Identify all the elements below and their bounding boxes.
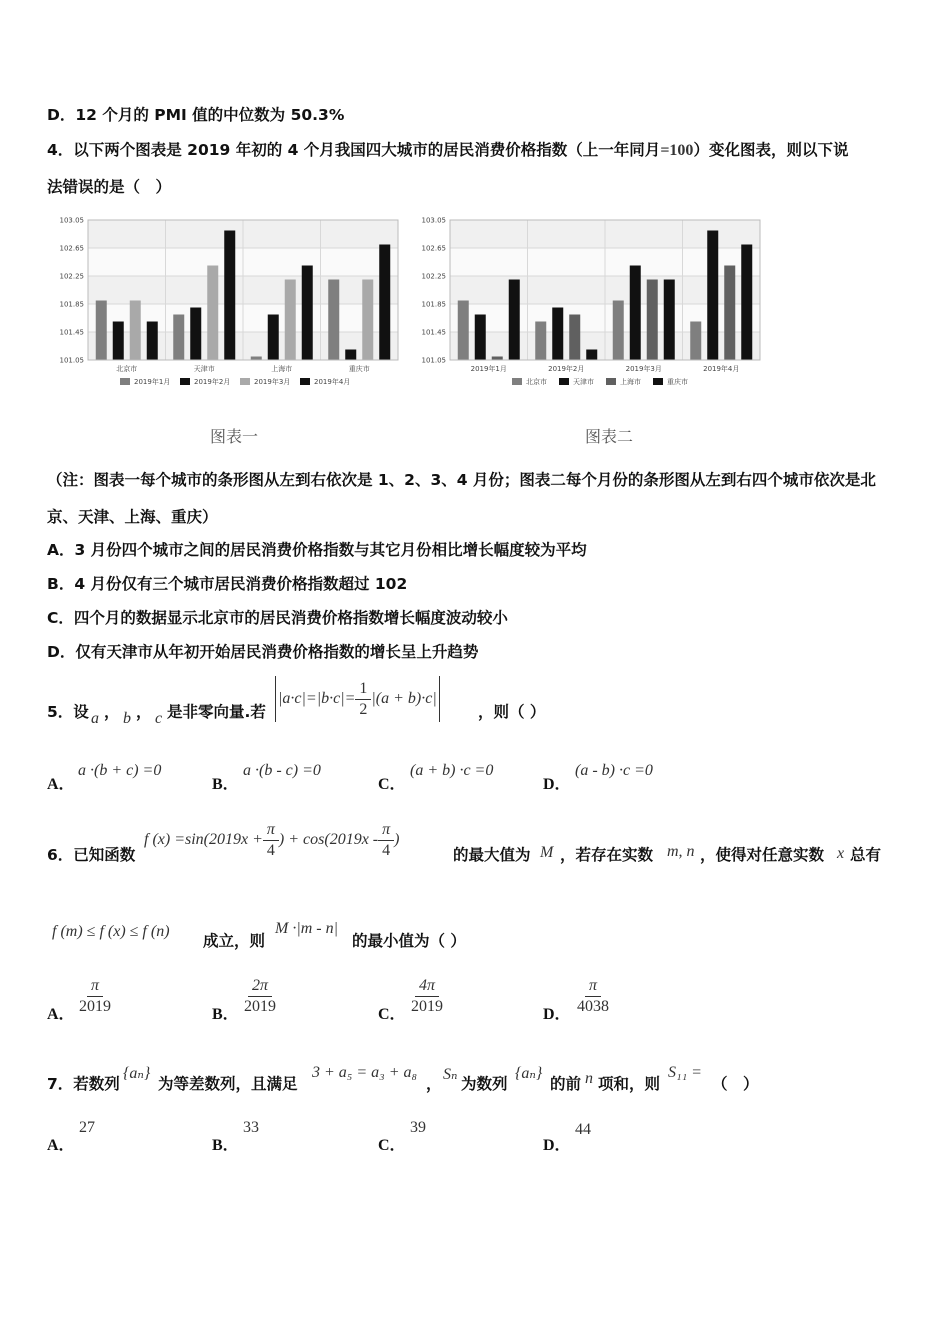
q4-stem-eq: =100	[660, 142, 694, 159]
legend-label: 2019年1月	[134, 378, 171, 386]
y-tick-label: 102.65	[59, 244, 84, 253]
bar	[535, 322, 546, 361]
legend-label: 2019年3月	[254, 378, 291, 386]
q6-d-den: 4038	[577, 998, 609, 1015]
q7-equation: 3 + a₅ = a₃ + a₈	[312, 1064, 418, 1081]
prev-option-d: D．12 个月的 PMI 值的中位数为 50.3%	[47, 106, 345, 124]
bar	[569, 315, 580, 361]
q4-option-b: B．4 月份仅有三个城市居民消费价格指数超过 102	[47, 575, 408, 593]
q6-option-d	[573, 976, 613, 1017]
q5-label-b: B．	[212, 776, 239, 793]
bar	[173, 315, 184, 361]
legend-label: 上海市	[620, 378, 641, 386]
legend-label: 重庆市	[667, 378, 688, 386]
x-tick-label: 天津市	[193, 365, 215, 373]
bar	[741, 245, 752, 361]
legend-swatch	[180, 378, 190, 385]
q6-line2-end: 的最小值为（ ）	[352, 932, 466, 950]
q6-x: x	[837, 845, 845, 862]
q5-label-d: D．	[543, 776, 571, 793]
q6-a-num: π	[87, 976, 103, 997]
bar	[345, 350, 356, 361]
legend-swatch	[512, 378, 522, 385]
bar	[492, 357, 503, 361]
q6-func-left: f (x) =sin(2019x +	[144, 831, 263, 848]
x-tick-label: 北京市	[116, 365, 138, 373]
q7-sequence: {aₙ}	[123, 1065, 151, 1082]
q5-vec-a: a	[91, 710, 99, 727]
y-tick-label: 101.45	[59, 328, 84, 337]
q6-function	[144, 818, 399, 862]
q7-label-b: B．	[212, 1137, 239, 1154]
q6-mn: m, n	[667, 843, 695, 860]
q7-option-c: 39	[410, 1119, 426, 1136]
bar	[458, 301, 469, 361]
q6-option-c	[407, 976, 447, 1017]
q6-label-a: A．	[47, 1006, 75, 1023]
q6-b-num: 2π	[248, 976, 272, 997]
q6-mid3: ，使得对任意实数	[700, 846, 825, 864]
y-tick-label: 101.45	[421, 328, 446, 337]
q6-frac2	[378, 820, 394, 861]
legend-swatch	[120, 378, 130, 385]
q6-line2-mid: 成立，则	[203, 932, 266, 950]
q5-end: ，则（ ）	[478, 703, 546, 721]
q6-label-b: B．	[212, 1006, 239, 1023]
x-tick-label: 上海市	[271, 365, 293, 373]
bar	[630, 266, 641, 361]
legend-label: 北京市	[526, 378, 547, 386]
bar	[190, 308, 201, 361]
x-tick-label: 2019年1月	[470, 365, 507, 373]
legend-swatch	[240, 378, 250, 385]
q5-prefix: 5．设	[47, 703, 89, 721]
y-tick-label: 101.05	[421, 356, 446, 365]
q5-vec-c: c	[155, 710, 163, 727]
q7-option-d: 44	[575, 1121, 591, 1138]
q5-option-a: a ·(b + c) =0	[78, 762, 162, 779]
q4-option-a: A．3 月份四个城市之间的居民消费价格指数与其它月份相比增长幅度较为平均	[47, 541, 587, 559]
y-tick-label: 101.85	[59, 300, 84, 309]
q6-M: M	[540, 844, 554, 861]
q6-expression: M ·|m - n|	[275, 920, 339, 937]
q7-label-a: A．	[47, 1137, 75, 1154]
q5-half	[355, 679, 371, 720]
legend-swatch	[606, 378, 616, 385]
q6-option-b	[240, 976, 280, 1017]
bar	[647, 280, 658, 361]
q5-cond-right: |(a + b)·c|	[371, 690, 437, 707]
q5-condition	[275, 676, 440, 722]
q7-option-b: 33	[243, 1119, 259, 1136]
y-tick-label: 101.85	[421, 300, 446, 309]
q7-S11: S₁₁ =	[668, 1064, 702, 1081]
bar	[664, 280, 675, 361]
q5-option-d: (a - b) ·c =0	[575, 762, 653, 779]
bar	[224, 231, 235, 361]
q7-n: n	[585, 1070, 593, 1087]
q5-option-c: (a + b) ·c =0	[410, 762, 494, 779]
y-tick-label: 102.65	[421, 244, 446, 253]
legend-label: 天津市	[573, 378, 594, 386]
q6-frac1-num: π	[263, 820, 279, 841]
bar	[130, 301, 141, 361]
bar	[251, 357, 262, 361]
legend-label: 2019年2月	[194, 378, 231, 386]
x-tick-label: 2019年2月	[548, 365, 585, 373]
legend-swatch	[300, 378, 310, 385]
q7-label-c: C．	[378, 1137, 406, 1154]
q5-vec-b: b	[123, 710, 131, 727]
q4-option-c: C．四个月的数据显示北京市的居民消费价格指数增长幅度波动较小	[47, 609, 508, 627]
q6-func-mid: ) + cos(2019x -	[278, 831, 379, 848]
q6-c-den: 2019	[411, 998, 443, 1015]
q4-note-line1: （注：图表一每个城市的条形图从左到右依次是 1、2、3、4 月份；图表二每个月份的条形图从左到右四个城市依次是北	[47, 471, 876, 489]
q7-sequence-2: {aₙ}	[515, 1065, 543, 1082]
q6-func-right: )	[394, 831, 400, 848]
legend-swatch	[559, 378, 569, 385]
q6-inequality: f (m) ≤ f (x) ≤ f (n)	[52, 923, 170, 940]
q6-frac2-den: 4	[382, 841, 391, 859]
bar	[96, 301, 107, 361]
x-tick-label: 重庆市	[348, 365, 370, 373]
q7-mid1: 为等差数列，且满足	[158, 1075, 298, 1093]
q6-mid2: ，若存在实数	[560, 846, 654, 864]
q5-half-den: 2	[359, 700, 368, 718]
bar	[362, 280, 373, 361]
y-tick-label: 103.05	[421, 216, 446, 225]
q4-stem-line2: 法错误的是（ ）	[47, 178, 172, 196]
q7-mid3: 的前	[550, 1075, 582, 1093]
q4-option-d: D．仅有天津市从年初开始居民消费价格指数的增长呈上升趋势	[47, 643, 479, 661]
y-tick-label: 102.25	[59, 272, 84, 281]
q6-label-c: C．	[378, 1006, 406, 1023]
q6-c-num: 4π	[415, 976, 439, 997]
y-tick-label: 101.05	[59, 356, 84, 365]
bar	[302, 266, 313, 361]
y-tick-label: 103.05	[59, 216, 84, 225]
bar	[586, 350, 597, 361]
chart-one-caption: 图表一	[210, 427, 259, 446]
x-tick-label: 2019年3月	[625, 365, 662, 373]
q5-mid: 是非零向量.若	[167, 703, 266, 721]
q7-mid2: 为数列	[461, 1075, 508, 1093]
q4-note-line2: 京、天津、上海、重庆）	[47, 508, 218, 526]
bar	[509, 280, 520, 361]
chart-two-caption: 图表二	[585, 427, 634, 446]
x-tick-label: 2019年4月	[703, 365, 740, 373]
q5-cond-left: |a·c|=|b·c|=	[278, 690, 356, 707]
q6-frac1	[263, 820, 279, 861]
q4-stem-line1	[47, 138, 848, 160]
bar	[379, 245, 390, 361]
q6-prefix: 6．已知函数	[47, 846, 136, 864]
q6-b-den: 2019	[244, 998, 276, 1015]
bar	[613, 301, 624, 361]
q5-option-b: a ·(b - c) =0	[243, 762, 321, 779]
q7-mid4: 项和，则	[598, 1075, 661, 1093]
legend-swatch	[653, 378, 663, 385]
q5-label-c: C．	[378, 776, 406, 793]
bar	[552, 308, 563, 361]
bar	[207, 266, 218, 361]
q7-label-d: D．	[543, 1137, 571, 1154]
q6-a-den: 2019	[79, 998, 111, 1015]
chart-one	[48, 212, 408, 397]
q4-stem-part2: ）变化图表，则以下说	[693, 141, 849, 159]
q5-half-num: 1	[355, 679, 371, 700]
y-tick-label: 102.25	[421, 272, 446, 281]
q6-end: 总有	[850, 846, 882, 864]
q7-prefix: 7．若数列	[47, 1075, 120, 1093]
q6-frac1-den: 4	[266, 841, 275, 859]
bar	[285, 280, 296, 361]
bar	[475, 315, 486, 361]
q7-end: （ ）	[712, 1075, 759, 1093]
q5-label-a: A．	[47, 776, 75, 793]
bar	[690, 322, 701, 361]
legend-label: 2019年4月	[314, 378, 351, 386]
bar	[707, 231, 718, 361]
bar	[724, 266, 735, 361]
bar	[268, 315, 279, 361]
q6-mid: 的最大值为	[453, 846, 531, 864]
bar	[328, 280, 339, 361]
bar	[147, 322, 158, 361]
q4-stem-part1: 4．以下两个图表是 2019 年初的 4 个月我国四大城市的居民消费价格指数（上一年同月	[47, 141, 661, 159]
q6-label-d: D．	[543, 1006, 571, 1023]
q6-d-num: π	[585, 976, 601, 997]
bar	[113, 322, 124, 361]
q6-frac2-num: π	[378, 820, 394, 841]
q7-Sn: Sₙ	[443, 1066, 458, 1083]
q7-option-a: 27	[79, 1119, 95, 1136]
chart-two	[410, 212, 770, 397]
q6-option-a	[75, 976, 115, 1017]
